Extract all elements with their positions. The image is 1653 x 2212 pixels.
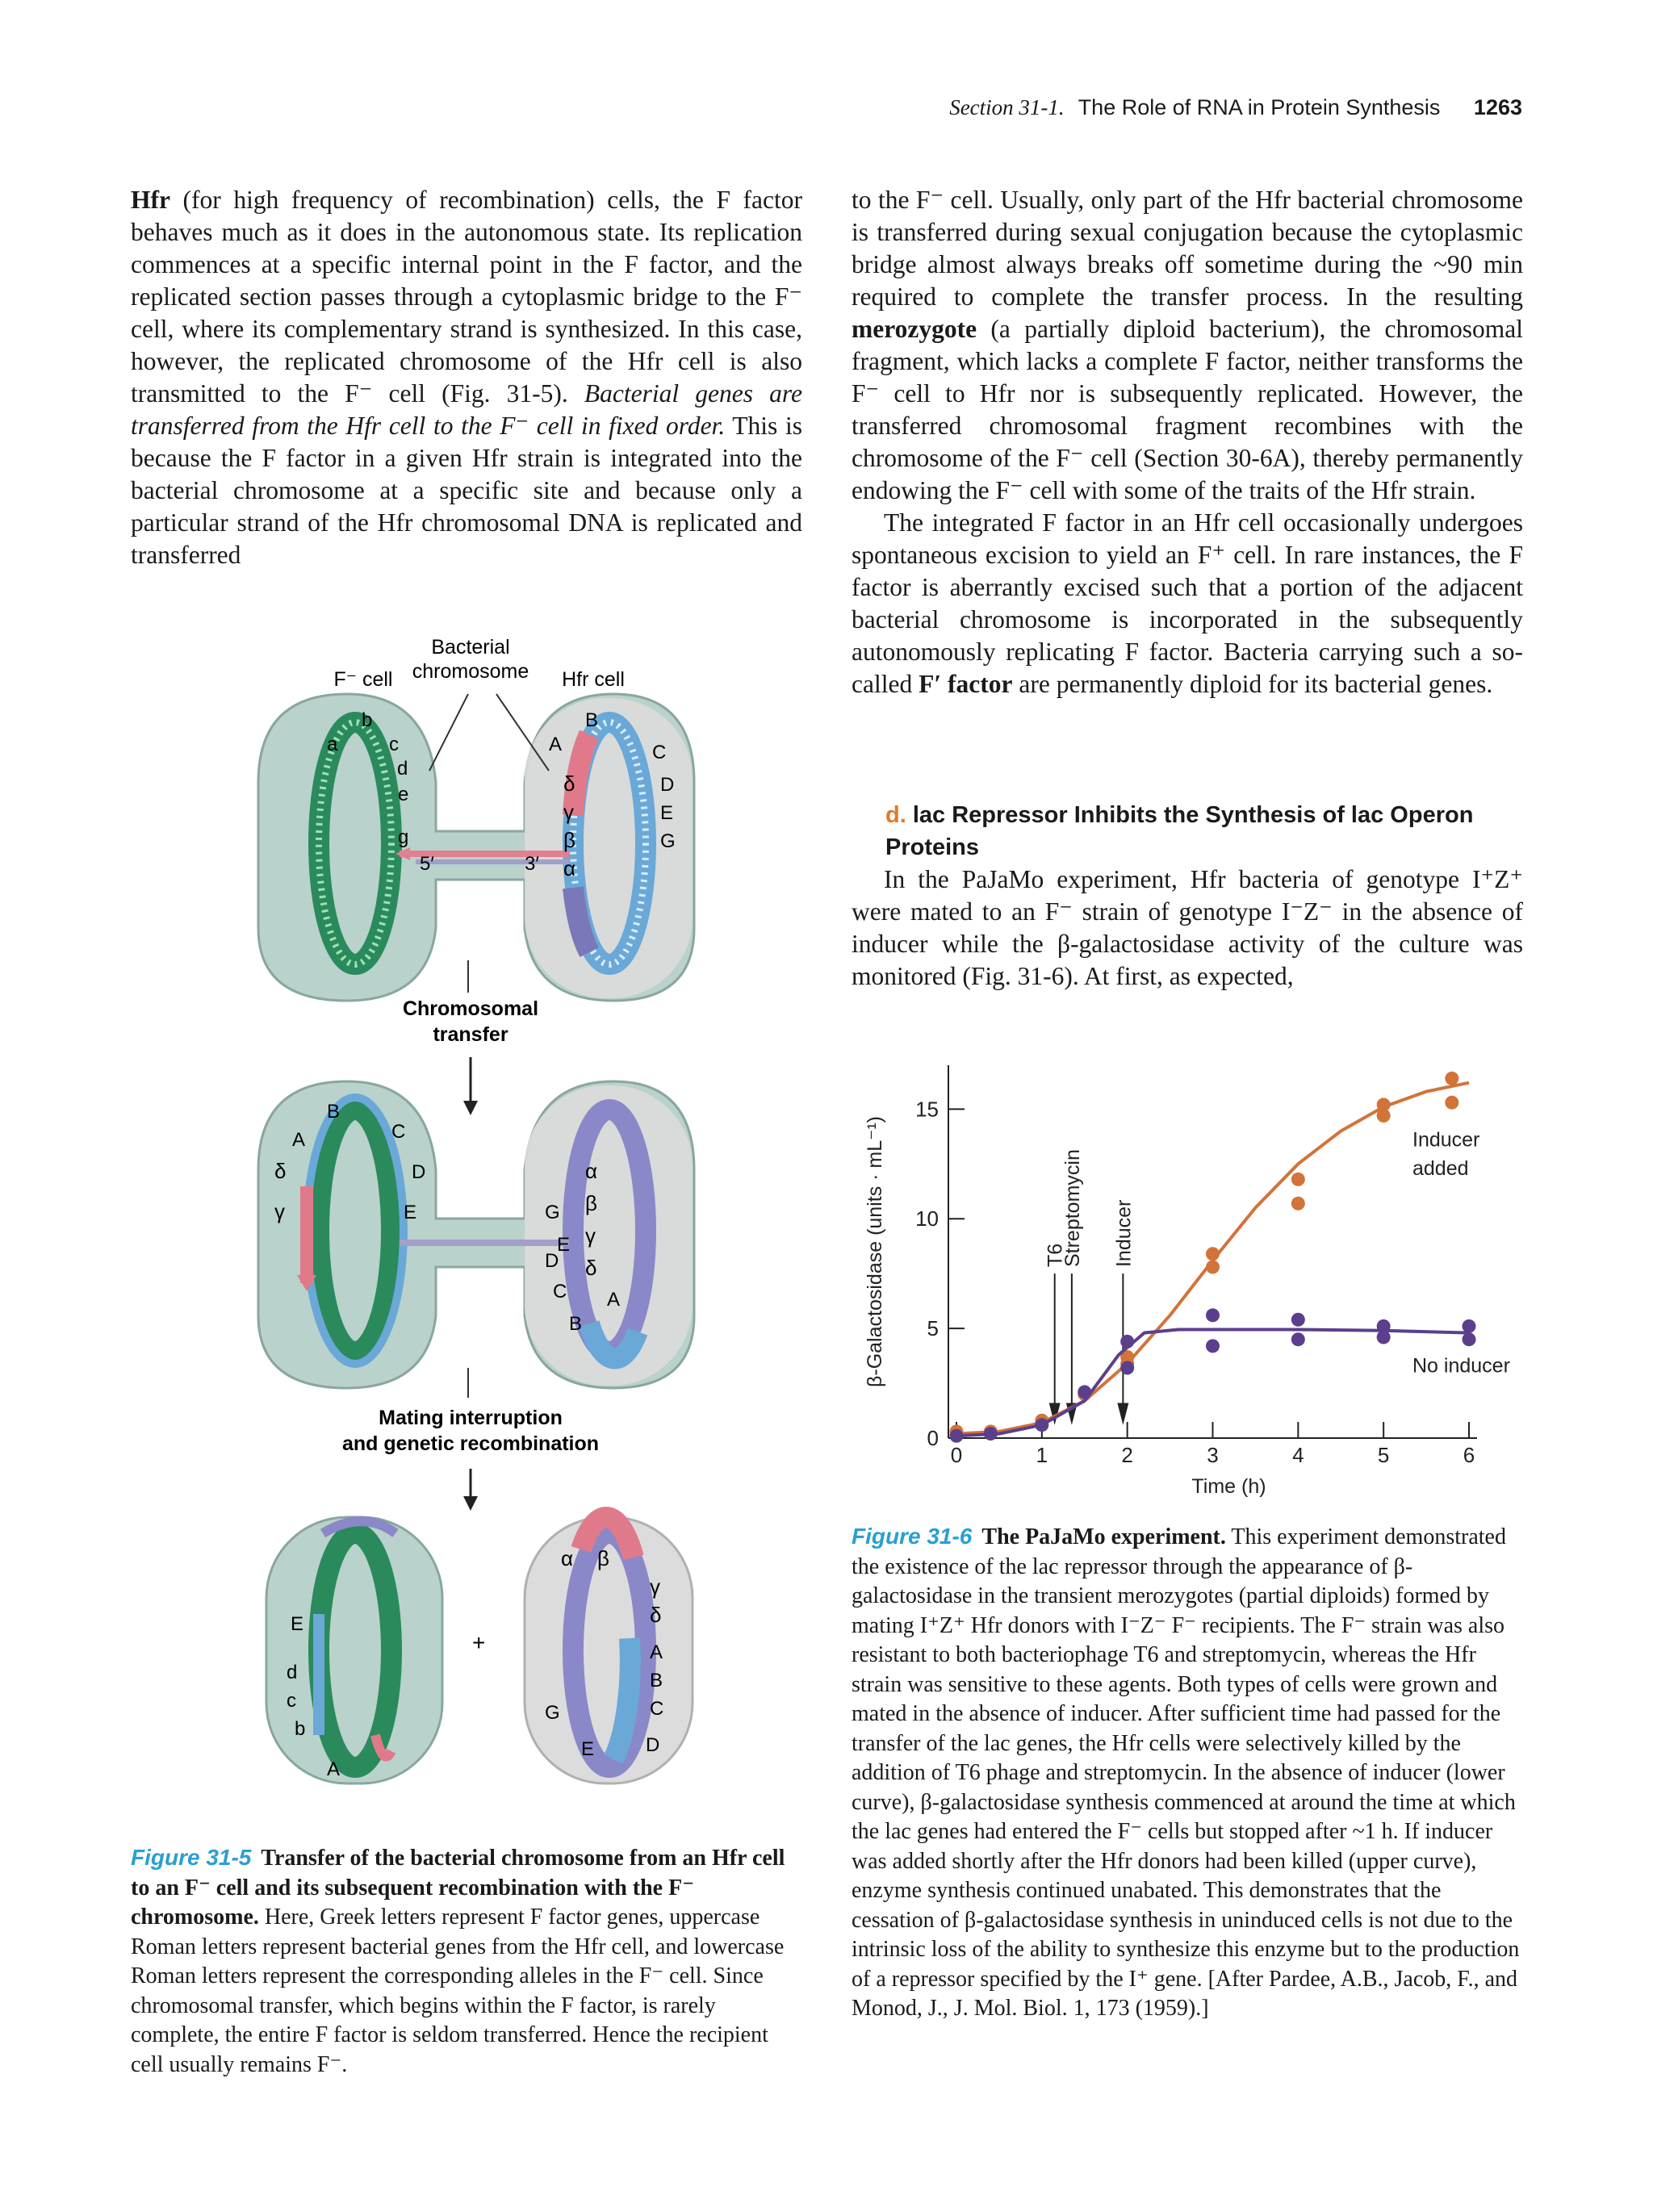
emphasis-text: Bacterial genes are transferred from the Hfr cell to the F⁻ cell in fixed order.	[131, 379, 802, 440]
stage-1	[258, 694, 694, 1001]
gene-beta: β	[563, 828, 575, 852]
data-point	[950, 1429, 964, 1443]
gene-E: E	[660, 802, 674, 824]
data-point	[1291, 1197, 1305, 1211]
gene-D-3: D	[545, 1250, 559, 1272]
x-tick-label: 6	[1463, 1443, 1475, 1467]
x-tick-label: 0	[950, 1443, 963, 1467]
paragraph	[131, 184, 802, 571]
figure-31-6-caption	[852, 1522, 1523, 2024]
caption-text: Here, Greek letters represent F factor genes, uppercase Roman letters represent bacterial genes from the Hfr cell, and lowercase Roman letters represent the corresponding alleles in the F⁻ cell. Since chromosomal transfer, which begins within the F factor, is rarely complete, the entire F factor is seldom transferred. Hence the recipient cell usually remains F⁻.	[131, 1905, 785, 2077]
figure-title: Transfer of the bacterial chromosome from an Hfr cell to an F⁻ cell and its subsequent recombination with the F⁻ chromosome.	[131, 1846, 785, 1930]
gene-b-4: b	[295, 1718, 306, 1740]
heading-text: lac Repressor Inhibits the Synthesis of lac Operon Proteins	[885, 802, 1474, 860]
paragraph	[852, 184, 1523, 507]
subsection-heading	[885, 799, 1523, 863]
text-run: The integrated F factor in an Hfr cell occasionally undergoes spontaneous excision to yield an F⁺ cell. In rare instances, the F factor is aberrantly excised such that a portion of the adjacent bacterial chromosome is incorporated in the subsequently autonomously replicating F factor. Bacteria carrying such a so-called	[852, 508, 1523, 698]
text-run: (a partially diploid bacterium), the chromosomal fragment, which lacks a complete F factor, neither transforms the F⁻ cell to Hfr nor is subsequently replicated. However, the transferred chromosomal fragment recombines with the chromosome of the F⁻ cell (Section 30-6A), thereby permanently endowing the F⁻ cell with some of the traits of the Hfr strain.	[852, 315, 1523, 504]
label-mating-interruption: Mating interruption	[379, 1407, 563, 1429]
gene-c: c	[389, 734, 399, 755]
paragraph: In the PaJaMo experiment, Hfr bacteria of genotype I⁺Z⁺ were mated to an F⁻ strain of genotype I⁻Z⁻ in the absence of inducer while the β-galactosidase activity of the culture was monitored (Fig. 31-6). At first, as expected,	[852, 865, 1523, 990]
data-point	[1206, 1308, 1220, 1322]
paragraph	[852, 507, 1523, 700]
gene-A: A	[549, 734, 563, 755]
gene-B: B	[585, 709, 599, 731]
gene-E-5: E	[581, 1738, 595, 1760]
gene-E-3: E	[557, 1234, 571, 1256]
gene-G-2: G	[545, 1202, 560, 1223]
text-run: to the F⁻ cell. Usually, only part of the Hfr bacterial chromosome is transferred during sexual conjugation because the cytoplasmic bridge almost always breaks off sometime during the ~90 min required to complete the transfer process. In the resulting	[852, 186, 1523, 311]
gene-c-4: c	[287, 1690, 296, 1712]
gene-delta-4: δ	[650, 1603, 662, 1627]
label-transfer: transfer	[433, 1023, 508, 1046]
gene-G: G	[660, 830, 676, 852]
heading-letter: d.	[885, 802, 906, 828]
gene-A-5: A	[650, 1641, 663, 1663]
gene-B-2: B	[327, 1101, 341, 1123]
gene-G-5: G	[545, 1702, 560, 1724]
section-label: Section 31-1.	[949, 95, 1065, 119]
gene-a: a	[327, 734, 338, 755]
data-point	[1445, 1072, 1458, 1085]
gene-d-4: d	[287, 1662, 298, 1683]
gene-delta-3: δ	[585, 1256, 597, 1280]
y-tick-label: 5	[927, 1316, 939, 1341]
gene-C-2: C	[391, 1121, 406, 1143]
plus-sign: +	[472, 1630, 486, 1655]
x-tick-label: 3	[1207, 1443, 1219, 1467]
annotation-arrowhead	[1117, 1403, 1128, 1425]
gene-gamma-2: γ	[274, 1199, 285, 1223]
gene-delta-2: δ	[274, 1159, 287, 1183]
page-number: 1263	[1473, 95, 1522, 119]
gene-alpha: α	[563, 856, 576, 880]
gene-beta-4: β	[597, 1546, 609, 1570]
figure-31-5-caption	[131, 1843, 801, 2080]
data-point	[1291, 1332, 1305, 1346]
label-genetic-recombination: and genetic recombination	[341, 1432, 600, 1455]
gene-C-3: C	[553, 1281, 567, 1303]
figure-label: Figure 31-5	[131, 1845, 252, 1870]
gene-delta: δ	[563, 771, 575, 796]
data-point	[1291, 1313, 1305, 1327]
term-merozygote: merozygote	[852, 315, 977, 343]
gene-d: d	[397, 758, 408, 780]
annotation-label: T6	[1044, 1243, 1067, 1268]
annotation-label: Streptomycin	[1061, 1149, 1084, 1268]
figure-title: The PaJaMo experiment.	[981, 1524, 1226, 1549]
gene-alpha-4: α	[561, 1546, 574, 1570]
gene-A-3: A	[607, 1289, 621, 1311]
x-tick-label: 5	[1377, 1443, 1390, 1467]
gene-E-4: E	[291, 1613, 304, 1635]
left-column-text	[131, 184, 802, 571]
gene-gamma-4: γ	[650, 1574, 660, 1599]
gene-C: C	[652, 742, 667, 763]
series-label-inducer: Inducer	[1412, 1128, 1480, 1152]
text-run: (for high frequency of recombination) cells, the F factor behaves much as it does in the autonomous state. Its replication commences at a specific internal point in the F factor, and the replicated section passes through a cytoplasmic bridge to the F⁻ cell, where its complementary strand is synthesized. In this case, however, the replicated chromosome of the Hfr cell is also transmitted to the F⁻ cell (Fig. 31-5).	[131, 186, 802, 408]
gene-A-2: A	[292, 1129, 306, 1151]
label-chromosomal: Chromosomal	[402, 997, 539, 1020]
right-column-text	[852, 184, 1523, 700]
right-column-text-2	[852, 863, 1523, 993]
text-run: This is because the F factor in a given Hfr strain is integrated into the bacterial chromosome at a specific site and because only a particular strand of the Hfr chromosomal DNA is replicated and transferred	[131, 412, 802, 569]
data-point	[984, 1427, 998, 1441]
series-label-no-inducer: No inducer	[1412, 1354, 1510, 1378]
gene-e: e	[398, 784, 409, 805]
data-point	[1120, 1335, 1134, 1349]
term-hfr: Hfr	[131, 186, 170, 214]
data-point	[1291, 1173, 1305, 1186]
gene-g: g	[398, 826, 409, 848]
label-5prime: 5′	[420, 853, 434, 875]
gene-C-5: C	[650, 1698, 664, 1720]
data-point	[1377, 1319, 1391, 1333]
x-tick-label: 1	[1036, 1443, 1048, 1467]
gene-D: D	[660, 774, 675, 796]
data-point	[1120, 1361, 1134, 1375]
gene-D-2: D	[412, 1161, 426, 1183]
data-point	[1206, 1247, 1220, 1261]
label-f-minus-cell: F⁻ cell	[333, 668, 393, 691]
y-axis-label: β-Galactosidase (units · mL⁻¹)	[864, 1116, 886, 1387]
x-tick-label: 2	[1121, 1443, 1133, 1467]
label-3prime: 3′	[525, 853, 539, 875]
data-point	[1078, 1385, 1091, 1399]
gene-E-2: E	[404, 1202, 417, 1223]
caption-text: This experiment demonstrated the existence of the lac repressor through the appearance of β-galactosidase in the transient merozygotes (partial diploids) formed by mating I⁺Z⁺ Hfr donors with I⁻Z⁻ F⁻ recipients. The F⁻ strain was also resistant to both bacteriophage T6 and streptomycin, whereas the Hfr strain was sensitive to these agents. Both types of cells were grown and mated in the absence of inducer. After sufficient time had passed for the transfer of the lac genes, the Hfr cells were selectively killed by the addition of T6 phage and streptomycin. In the absence of inducer (lower curve), β-galactosidase synthesis commenced at around the time at which the lac genes had entered the F⁻ cells but stopped after ~1 h. If inducer was added shortly after the Hfr donors had been killed (upper curve), enzyme synthesis continued unabated. This demonstrates that the cessation of β-galactosidase synthesis in uninduced cells is not due to the intrinsic loss of the ability to synthesize this enzyme but to the production of a repressor specified by the I⁺ gene. [After Pardee, A.B., Jacob, F., and Monod, J., J. Mol. Biol. 1, 173 (1959).]	[852, 1524, 1520, 2021]
gene-B-3: B	[569, 1313, 583, 1335]
figure-31-6-chart	[856, 1041, 1534, 1509]
data-point	[1445, 1096, 1458, 1110]
stage-2	[258, 1081, 694, 1388]
gene-B-5: B	[650, 1670, 663, 1691]
x-axis-label: Time (h)	[1191, 1475, 1266, 1498]
data-point	[1377, 1098, 1391, 1111]
running-head	[949, 95, 1522, 120]
y-tick-label: 10	[915, 1206, 939, 1231]
gene-gamma-3: γ	[585, 1223, 596, 1248]
gene-D-5: D	[646, 1734, 660, 1756]
annotation-label: Inducer	[1112, 1199, 1136, 1268]
term-f-prime: F′ factor	[919, 670, 1013, 698]
gene-alpha-2: α	[585, 1159, 598, 1183]
figure-31-5-diagram	[242, 621, 710, 1808]
text-run: are permanently diploid for its bacterial genes.	[1012, 670, 1493, 698]
y-tick-label: 0	[927, 1426, 939, 1450]
gene-A-4: A	[327, 1758, 341, 1780]
gene-b: b	[362, 709, 373, 731]
figure-label: Figure 31-6	[852, 1524, 973, 1549]
gene-gamma: γ	[563, 800, 574, 824]
stage-3	[266, 1517, 693, 1783]
data-point	[1035, 1418, 1048, 1432]
label-hfr-cell: Hfr cell	[562, 668, 625, 691]
gene-beta-2: β	[585, 1191, 597, 1215]
data-point	[1206, 1261, 1220, 1274]
data-point	[1206, 1339, 1220, 1353]
section-title: The Role of RNA in Protein Synthesis	[1078, 95, 1441, 119]
x-tick-label: 4	[1292, 1443, 1304, 1467]
label-chromosome: chromosome	[412, 660, 529, 683]
y-tick-label: 15	[915, 1097, 939, 1122]
series-label-added: added	[1412, 1156, 1469, 1180]
data-point	[1463, 1332, 1476, 1346]
data-point	[1463, 1319, 1476, 1333]
label-bacterial-chromosome: Bacterial	[431, 636, 510, 659]
